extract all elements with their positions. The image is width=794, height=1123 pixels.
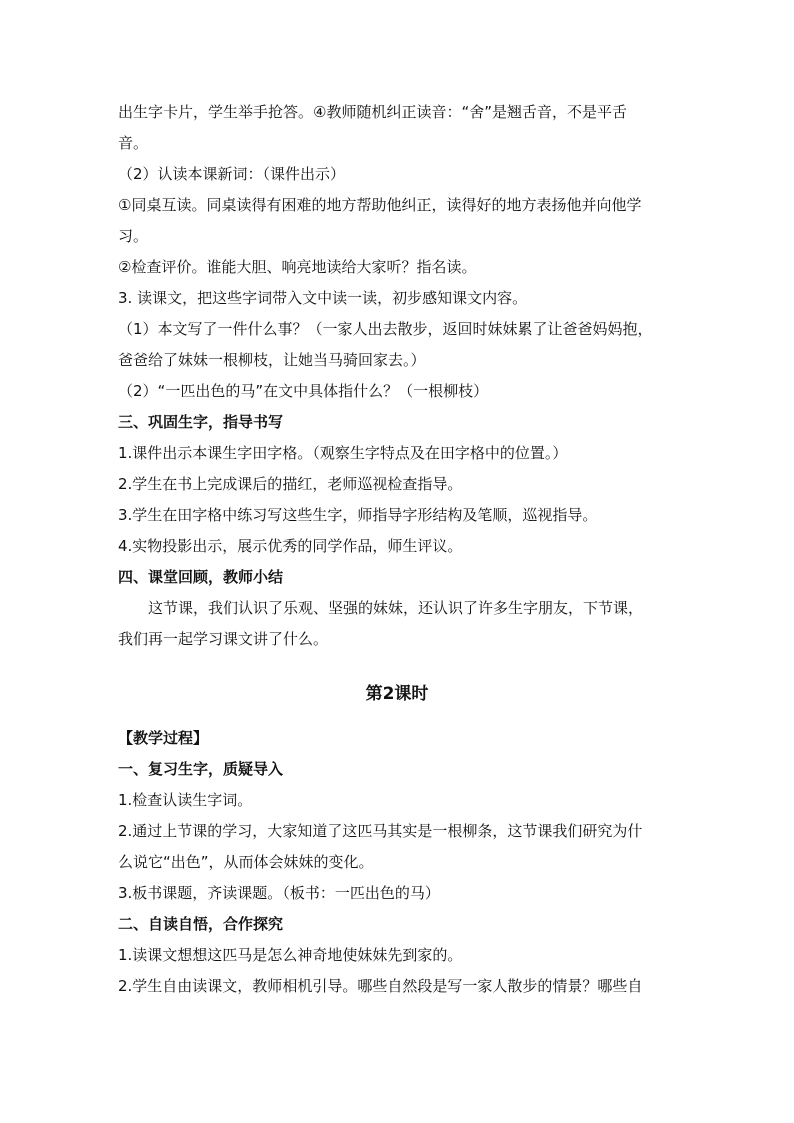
paragraph-line: （2）“一匹出色的马”在文中具体指什么？（一根柳枝） [118, 382, 489, 400]
section-heading: 二、自读自悟，合作探究 [118, 915, 284, 933]
paragraph-line: 3.板书课题，齐读课题。（板书：一匹出色的马） [118, 884, 440, 902]
paragraph-line: ①同桌互读。同桌读得有困难的地方帮助他纠正，读得好的地方表扬他并向他学 [118, 196, 642, 214]
lesson-title: 第2课时 [365, 684, 429, 704]
paragraph-line: （2）认读本课新词：（课件出示） [118, 165, 346, 183]
paragraph-line: 这节课，我们认识了乐观、坚强的妹妹，还认识了许多生字朋友，下节课， [148, 599, 644, 617]
paragraph-line: 2.通过上节课的学习，大家知道了这匹马其实是一根柳条，这节课我们研究为什 [118, 822, 643, 840]
paragraph-line: 2.学生在书上完成课后的描红，老师巡视检查指导。 [118, 475, 463, 493]
section-heading: 【教学过程】 [118, 729, 209, 747]
section-heading: 三、巩固生字，指导书写 [118, 413, 284, 431]
paragraph-line: 1.读课文想想这匹马是怎么神奇地使妹妹先到家的。 [118, 946, 463, 964]
paragraph-line: 爸爸给了妹妹一根柳枝，让她当马骑回家去。） [118, 351, 426, 369]
paragraph-line: 么说它“出色”，从而体会妹妹的变化。 [118, 853, 374, 871]
paragraph-line: 我们再一起学习课文讲了什么。 [118, 630, 329, 648]
paragraph-line: 3. 读课文，把这些字词带入文中读一读，初步感知课文内容。 [118, 289, 528, 307]
paragraph-line: 1.检查认读生字词。 [118, 791, 253, 809]
section-heading: 一、复习生字，质疑导入 [118, 760, 284, 778]
paragraph-line: 3.学生在田字格中练习写这些生字，师指导字形结构及笔顺，巡视指导。 [118, 506, 598, 524]
paragraph-line: 2.学生自由读课文，教师相机引导。哪些自然段是写一家人散步的情景？哪些自 [118, 977, 643, 995]
section-heading: 四、课堂回顾，教师小结 [118, 568, 284, 586]
paragraph-line: 1.课件出示本课生字田字格。（观察生字特点及在田字格中的位置。） [118, 444, 568, 462]
paragraph-line: ②检查评价。谁能大胆、响亮地读给大家听？指名读。 [118, 258, 477, 276]
paragraph-line: 出生字卡片，学生举手抢答。④教师随机纠正读音：“舍”是翘舌音，不是平舌 [118, 103, 627, 121]
paragraph-line: 习。 [118, 227, 149, 245]
paragraph-line: 4.实物投影出示，展示优秀的同学作品，师生评议。 [118, 537, 463, 555]
paragraph-line: 音。 [118, 134, 149, 152]
paragraph-line: （1）本文写了一件什么事？（一家人出去散步，返回时妹妹累了让爸爸妈妈抱， [118, 320, 653, 338]
